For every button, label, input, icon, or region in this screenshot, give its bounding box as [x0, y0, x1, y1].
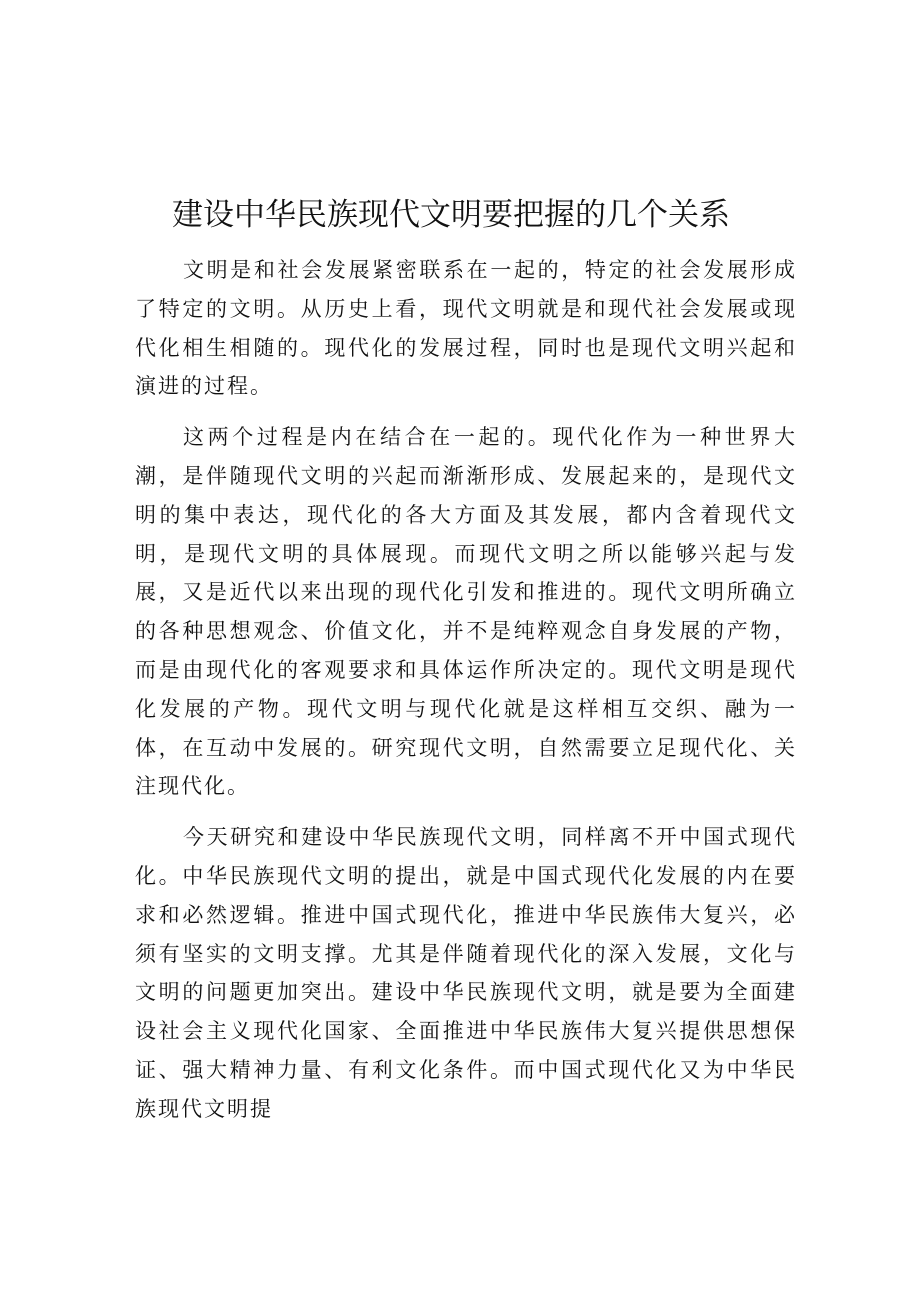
paragraph-3: 今天研究和建设中华民族现代文明，同样离不开中国式现代化。中华民族现代文明的提出，就是中国式现代化发展的内在要求和必然逻辑。推进中国式现代化，推进中华民族伟大复兴，必须有坚实的文明支撑。尤其是伴随着现代化的深入发展，文化与文明的问题更加突出。建设中华民族现代文明，就是要为全面建设社会主义现代化国家、全面推进中华民族伟大复兴提供思想保证、强大精神力量、有利文化条件。而中国式现代化又为中华民族现代文明提: [135, 825, 797, 1121]
paragraph-2: 这两个过程是内在结合在一起的。现代化作为一种世界大潮，是伴随现代文明的兴起而渐渐形成、发展起来的，是现代文明的集中表达，现代化的各大方面及其发展，都内含着现代文明，是现代文明的具体展现。而现代文明之所以能够兴起与发展，又是近代以来出现的现代化引发和推进的。现代文明所确立的各种思想观念、价值文化，并不是纯粹观念自身发展的产物，而是由现代化的客观要求和具体运作所决定的。现代文明是现代化发展的产物。现代文明与现代化就是这样相互交织、融为一体，在互动中发展的。研究现代文明，自然需要立足现代化、关注现代化。: [135, 425, 797, 799]
document-title: 建设中华民族现代文明要把握的几个关系: [172, 197, 730, 233]
paragraph-1: 文明是和社会发展紧密联系在一起的，特定的社会发展形成了特定的文明。从历史上看，现代文明就是和现代社会发展或现代化相生相随的。现代化的发展过程，同时也是现代文明兴起和演进的过程。: [135, 258, 797, 399]
document-body: [135, 251, 797, 1141]
